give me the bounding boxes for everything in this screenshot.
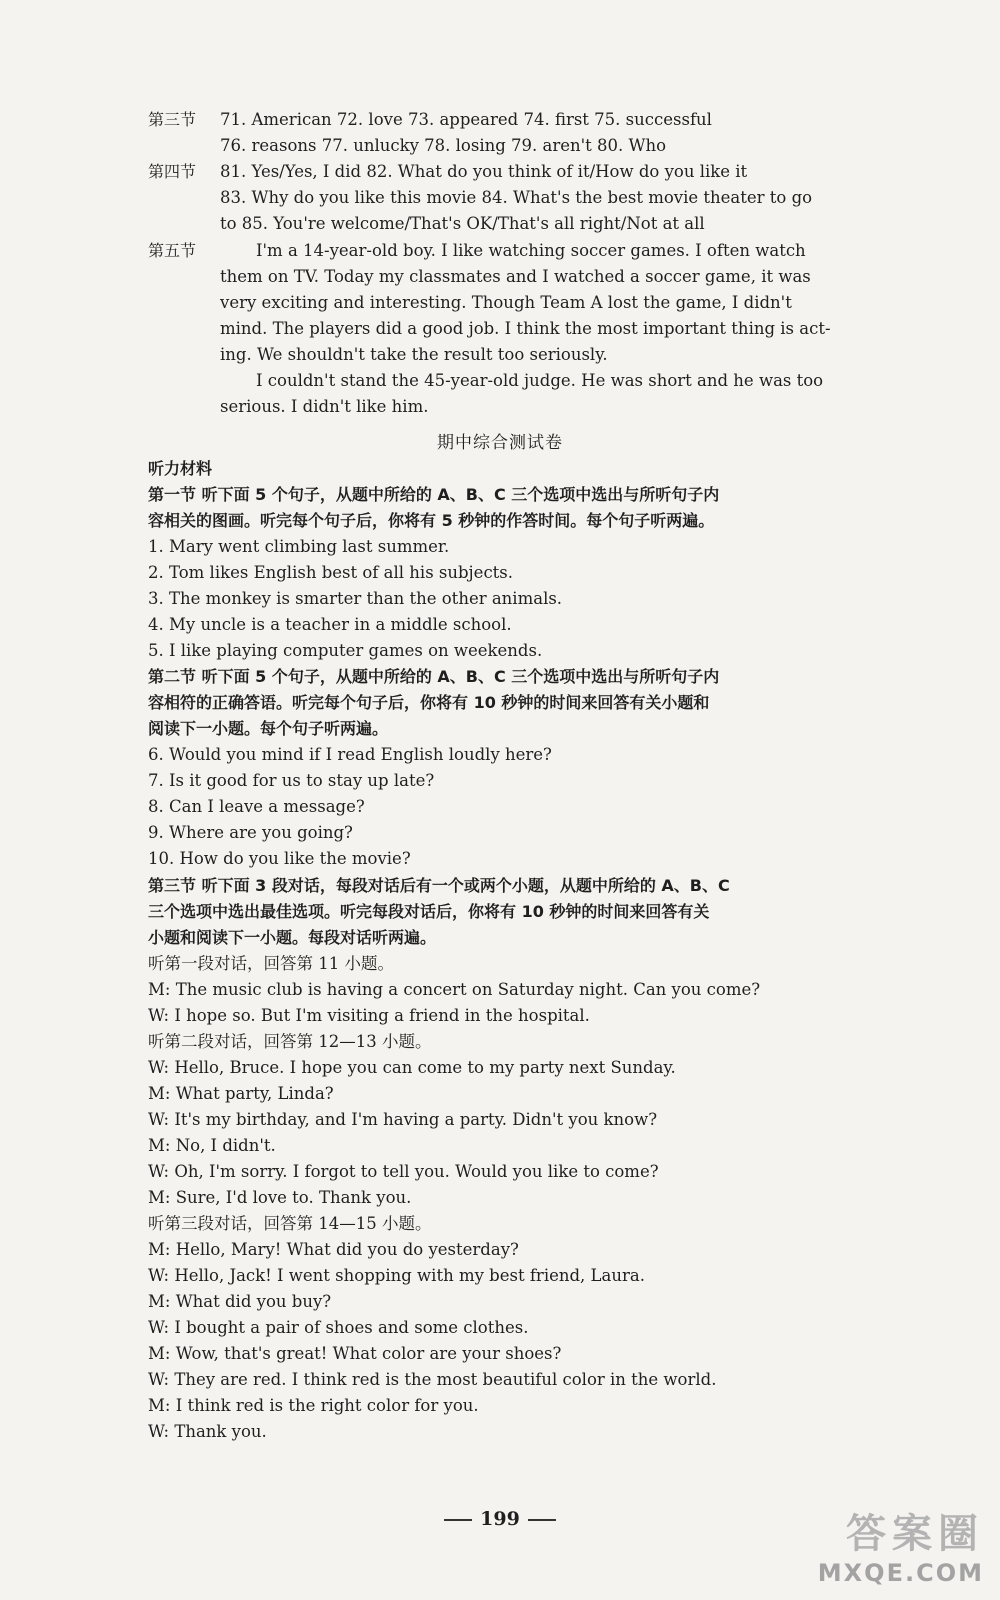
dialogue-intro: 听第二段对话，回答第 12—13 小题。: [148, 1032, 432, 1051]
watermark-text-top: 答案圈: [846, 1511, 984, 1557]
dialogue-line: W: It's my birthday, and I'm having a party. Didn't you know?: [148, 1110, 658, 1129]
dialogue-line: M: No, I didn't.: [148, 1136, 276, 1155]
dialogue-line: W: Hello, Jack! I went shopping with my best friend, Laura.: [148, 1266, 645, 1285]
dialogue-line: M: What party, Linda?: [148, 1084, 334, 1103]
essay-line: them on TV. Today my classmates and I watched a soccer game, it was: [220, 267, 811, 286]
section-label: 第四节: [148, 162, 197, 181]
dash-right: [528, 1519, 556, 1521]
part1-instruction: 第一节 听下面 5 个句子，从题中所给的 A、B、C 三个选项中选出与所听句子内: [148, 485, 720, 504]
dialogue-line: M: Sure, I'd love to. Thank you.: [148, 1188, 412, 1207]
answer-line: 81. Yes/Yes, I did 82. What do you think of it/How do you like it: [220, 162, 748, 181]
page-number-text: 199: [480, 1508, 520, 1530]
dialogue-line: W: Hello, Bruce. I hope you can come to my party next Sunday.: [148, 1058, 676, 1077]
part3-instruction: 第三节 听下面 3 段对话，每段对话后有一个或两个小题，从题中所给的 A、B、C: [148, 876, 730, 895]
dialogue-intro: 听第三段对话，回答第 14—15 小题。: [148, 1214, 432, 1233]
dialogue-line: M: I think red is the right color for you.: [148, 1396, 479, 1415]
dialogue-line: W: I bought a pair of shoes and some clothes.: [148, 1318, 529, 1337]
part2-instruction: 容相符的正确答语。听完每个句子后，你将有 10 秒钟的时间来回答有关小题和: [148, 693, 710, 712]
section-label: 第三节: [148, 110, 197, 129]
section-3-line-1: [148, 107, 788, 133]
part2-instruction: 阅读下一小题。每个句子听两遍。: [148, 719, 389, 738]
part3-instruction: 三个选项中选出最佳选项。听完每段对话后，你将有 10 秒钟的时间来回答有关: [148, 902, 710, 921]
essay-line: very exciting and interesting. Though Team A lost the game, I didn't: [220, 293, 792, 312]
section-5-line-1: [148, 238, 806, 264]
part1-instruction: 容相关的图画。听完每个句子后，你将有 5 秒钟的作答时间。每个句子听两遍。: [148, 511, 715, 530]
essay-line: I couldn't stand the 45-year-old judge. He was short and he was too: [256, 371, 824, 390]
part3-instruction: 小题和阅读下一小题。每段对话听两遍。: [148, 928, 437, 947]
dialogue-line: M: Wow, that's great! What color are your shoes?: [148, 1344, 562, 1363]
dialogue-line: M: Hello, Mary! What did you do yesterday?: [148, 1240, 519, 1259]
listening-item: 6. Would you mind if I read English loudly here?: [148, 745, 552, 764]
section-4-line-1: [148, 159, 788, 185]
essay-line: serious. I didn't like him.: [220, 397, 429, 416]
listening-label: 听力材料: [148, 459, 213, 478]
dialogue-line: W: I hope so. But I'm visiting a friend in the hospital.: [148, 1006, 590, 1025]
essay-line: I'm a 14-year-old boy. I like watching soccer games. I often watch: [256, 241, 806, 260]
dialogue-line: W: Thank you.: [148, 1422, 267, 1441]
dialogue-line: M: What did you buy?: [148, 1292, 332, 1311]
listening-item: 7. Is it good for us to stay up late?: [148, 771, 435, 790]
listening-item: 3. The monkey is smarter than the other animals.: [148, 589, 563, 608]
part2-instruction: 第二节 听下面 5 个句子，从题中所给的 A、B、C 三个选项中选出与所听句子内: [148, 667, 720, 686]
listening-item: 9. Where are you going?: [148, 823, 353, 842]
dialogue-intro: 听第一段对话，回答第 11 小题。: [148, 954, 394, 973]
dialogue-line: W: They are red. I think red is the most beautiful color in the world.: [148, 1370, 717, 1389]
dialogue-line: W: Oh, I'm sorry. I forgot to tell you. Would you like to come?: [148, 1162, 659, 1181]
watermark-logo: [774, 1502, 984, 1586]
listening-item: 10. How do you like the movie?: [148, 849, 411, 868]
listening-item: 4. My uncle is a teacher in a middle school.: [148, 615, 512, 634]
essay-line: mind. The players did a good job. I think the most important thing is act-: [220, 319, 831, 338]
dash-left: [444, 1519, 472, 1521]
listening-item: 8. Can I leave a message?: [148, 797, 365, 816]
answer-line: to 85. You're welcome/That's OK/That's all right/Not at all: [220, 214, 705, 233]
answer-line: 83. Why do you like this movie 84. What's the best movie theater to go: [220, 188, 813, 207]
exam-title: 期中综合测试卷: [437, 433, 563, 453]
answer-line: 76. reasons 77. unlucky 78. losing 79. aren't 80. Who: [220, 136, 667, 155]
listening-item: 2. Tom likes English best of all his subjects.: [148, 563, 514, 582]
answer-line: 71. American 72. love 73. appeared 74. first 75. successful: [220, 110, 712, 129]
watermark-text-bottom: MXQE.COM: [817, 1559, 984, 1587]
essay-line: ing. We shouldn't take the result too seriously.: [220, 345, 608, 364]
listening-item: 5. I like playing computer games on weekends.: [148, 641, 543, 660]
section-label: 第五节: [148, 241, 197, 260]
dialogue-line: M: The music club is having a concert on Saturday night. Can you come?: [148, 980, 761, 999]
listening-item: 1. Mary went climbing last summer.: [148, 537, 450, 556]
